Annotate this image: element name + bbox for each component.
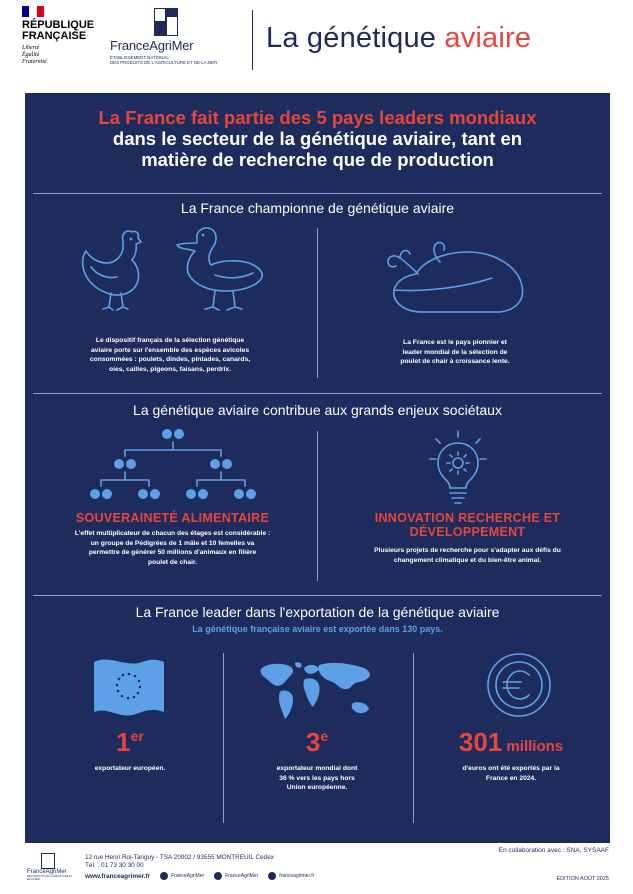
page-title-part1: La génétique: [266, 22, 445, 54]
stat1-figure: [45, 727, 215, 758]
page-title-part2: aviaire: [444, 22, 532, 54]
stat2-number: 3: [305, 727, 321, 757]
website-link[interactable]: www.franceagrimer.fr: [85, 872, 151, 880]
rf-motto-2: Égalité: [22, 52, 40, 58]
rf-name-line2: FRANÇAISE: [22, 30, 87, 42]
section2-right-text-1: Plusieurs projets de recherche pour s'adapter aux défis du: [374, 547, 561, 554]
section1-left-text: [65, 336, 275, 374]
rf-motto-3: Fraternité: [22, 59, 47, 65]
section2-column-divider: [317, 431, 318, 581]
social-link-2[interactable]: [214, 872, 258, 880]
franceagrimer-mark-icon: [154, 8, 178, 36]
section1-title: La France championne de génétique aviaire: [180, 200, 455, 216]
section3-subtitle: La génétique française aviaire est exportée dans 130 pays.: [192, 624, 443, 634]
social-link-1-label: FranceAgriMer: [171, 873, 205, 879]
section2-right-title: [330, 511, 605, 539]
lightbulb-gear-icon: [428, 429, 488, 505]
social-link-1[interactable]: [160, 872, 204, 880]
footer-address: [85, 854, 274, 870]
euro-coin-icon: [485, 651, 553, 719]
eu-flag-icon: [90, 656, 168, 722]
section2-right-text: [330, 546, 605, 565]
stat3-suffix: millions: [502, 738, 564, 755]
section2-left-text: [45, 529, 300, 567]
section1-right-text-2: leader mondial de la sélection de: [402, 348, 508, 356]
header: [0, 0, 633, 82]
edition-date: ÉDITION AOÛT 2025: [556, 876, 609, 882]
social-link-3[interactable]: [268, 872, 314, 880]
section3-column-divider-1: [223, 653, 224, 823]
section2-right-title-1: INNOVATION RECHERCHE ET: [374, 511, 561, 525]
section1-left-text-3: consommées : poulets, dindes, pintades, canards,: [89, 356, 251, 363]
section2-title: La génétique aviaire contribue aux grands enjeux sociétaux: [133, 402, 502, 418]
stat2-text-3: Union européenne.: [286, 784, 348, 791]
section2-right-text-2: changement climatique et du bien-être animal.: [393, 556, 542, 564]
footer-logo-name: FranceAgriMer: [27, 869, 67, 875]
lead-line2: dans le secteur de la génétique aviaire, tant en: [112, 128, 523, 149]
franceagrimer-sub-2: DES PRODUITS DE L'AGRICULTURE ET DE LA MER: [110, 60, 218, 65]
page-title: [266, 22, 531, 55]
section-divider-3: [33, 595, 602, 596]
x-icon: [214, 872, 222, 880]
footer-logo-mark-icon: [41, 853, 55, 869]
stat2-figure: [231, 727, 403, 758]
collaboration-note: En collaboration avec : SNA, SYSAAF: [498, 847, 609, 854]
section1-left-text-1: Le dispositif français de la sélection génétique: [95, 337, 245, 344]
stat1-text: exportateur européen.: [94, 765, 166, 772]
republique-francaise-logo: [22, 6, 102, 66]
stat2-text: [231, 764, 403, 793]
footer-tel: Tél. : 01 73 30 30 00: [85, 862, 144, 869]
footer-links: [85, 872, 314, 880]
rf-name-line1: RÉPUBLIQUE: [22, 19, 95, 31]
lead-line3: matière de recherche que de production: [141, 149, 494, 170]
chicken-icon: [77, 223, 147, 313]
stat3-number: 301: [458, 727, 503, 757]
section2-left-text-2: un groupe de Pédigrées de 1 mâle et 10 femelles va: [90, 539, 255, 547]
section2-left-text-1: L'effet multiplicateur de chacun des étages est considérable :: [74, 530, 271, 537]
stat2-text-1: exportateur mondial dont: [276, 765, 358, 772]
stat2-text-2: 36 % vers les pays hors: [279, 774, 355, 782]
french-flag-icon: [22, 6, 44, 17]
stat1-suffix: er: [130, 728, 144, 744]
stat2-suffix: e: [320, 728, 329, 744]
section2-right-title-2: DÉVELOPPEMENT: [409, 525, 526, 539]
stat1-number: 1: [116, 727, 131, 757]
header-divider: [252, 10, 253, 70]
lead-statement: [25, 107, 610, 170]
section3-title: La France leader dans l'exportation de la génétique aviaire: [135, 604, 500, 620]
stat3-text-1: d'euros ont été exportés par la: [462, 765, 560, 772]
franceagrimer-name: FranceAgriMer: [110, 38, 194, 53]
section-divider-1: [33, 193, 602, 194]
section3-column-divider-2: [413, 653, 414, 823]
footer-franceagrimer-logo: [27, 853, 75, 881]
section2-left-text-4: poulet de chair.: [147, 558, 198, 566]
world-map-icon: [257, 661, 377, 723]
section2-left-title: SOUVERAINETÉ ALIMENTAIRE: [75, 511, 270, 525]
section1-right-text: [355, 338, 555, 367]
duck-icon: [175, 221, 270, 313]
infographic-panel: [25, 93, 610, 843]
stat3-text: [421, 764, 601, 783]
social-link-2-label: FranceAgriMer: [225, 873, 259, 879]
social-link-3-label: franceagrimer.fr: [279, 873, 315, 879]
section2-left-text-3: permettre de générer 50 millions d'animaux en filière: [88, 549, 257, 556]
section-divider-2: [33, 393, 602, 394]
section1-left-text-4: oies, cailles, pigeons, faisans, perdrix.: [109, 365, 231, 373]
footer-logo-sub: DES PRODUITS DE L'AGRICULTURE ET DE LA MER: [27, 875, 72, 881]
footer-address-line: 12 rue Henri Rol-Tanguy - TSA 20002 / 93555 MONTREUIL Cedex: [85, 854, 274, 861]
pedigree-tree-icon: [87, 426, 257, 506]
section1-right-text-1: La France est le pays pionnier et: [403, 339, 507, 346]
section1-left-text-2: aviaire porte sur l'ensemble des espèces avicoles: [90, 346, 250, 354]
linkedin-icon: [160, 872, 168, 880]
instagram-icon: [268, 872, 276, 880]
franceagrimer-sub-1: ÉTABLISSEMENT NATIONAL: [110, 55, 169, 60]
lead-line1: La France fait partie des 5 pays leaders mondiaux: [98, 107, 537, 128]
rf-motto-1: Liberté: [22, 45, 40, 51]
section1-right-text-3: poulet de chair à croissance lente.: [400, 358, 510, 365]
roast-chicken-icon: [382, 238, 532, 318]
section1-column-divider: [317, 228, 318, 378]
stat3-figure: [421, 727, 601, 758]
franceagrimer-logo: [110, 8, 240, 65]
stat3-text-2: France en 2024.: [485, 774, 537, 782]
